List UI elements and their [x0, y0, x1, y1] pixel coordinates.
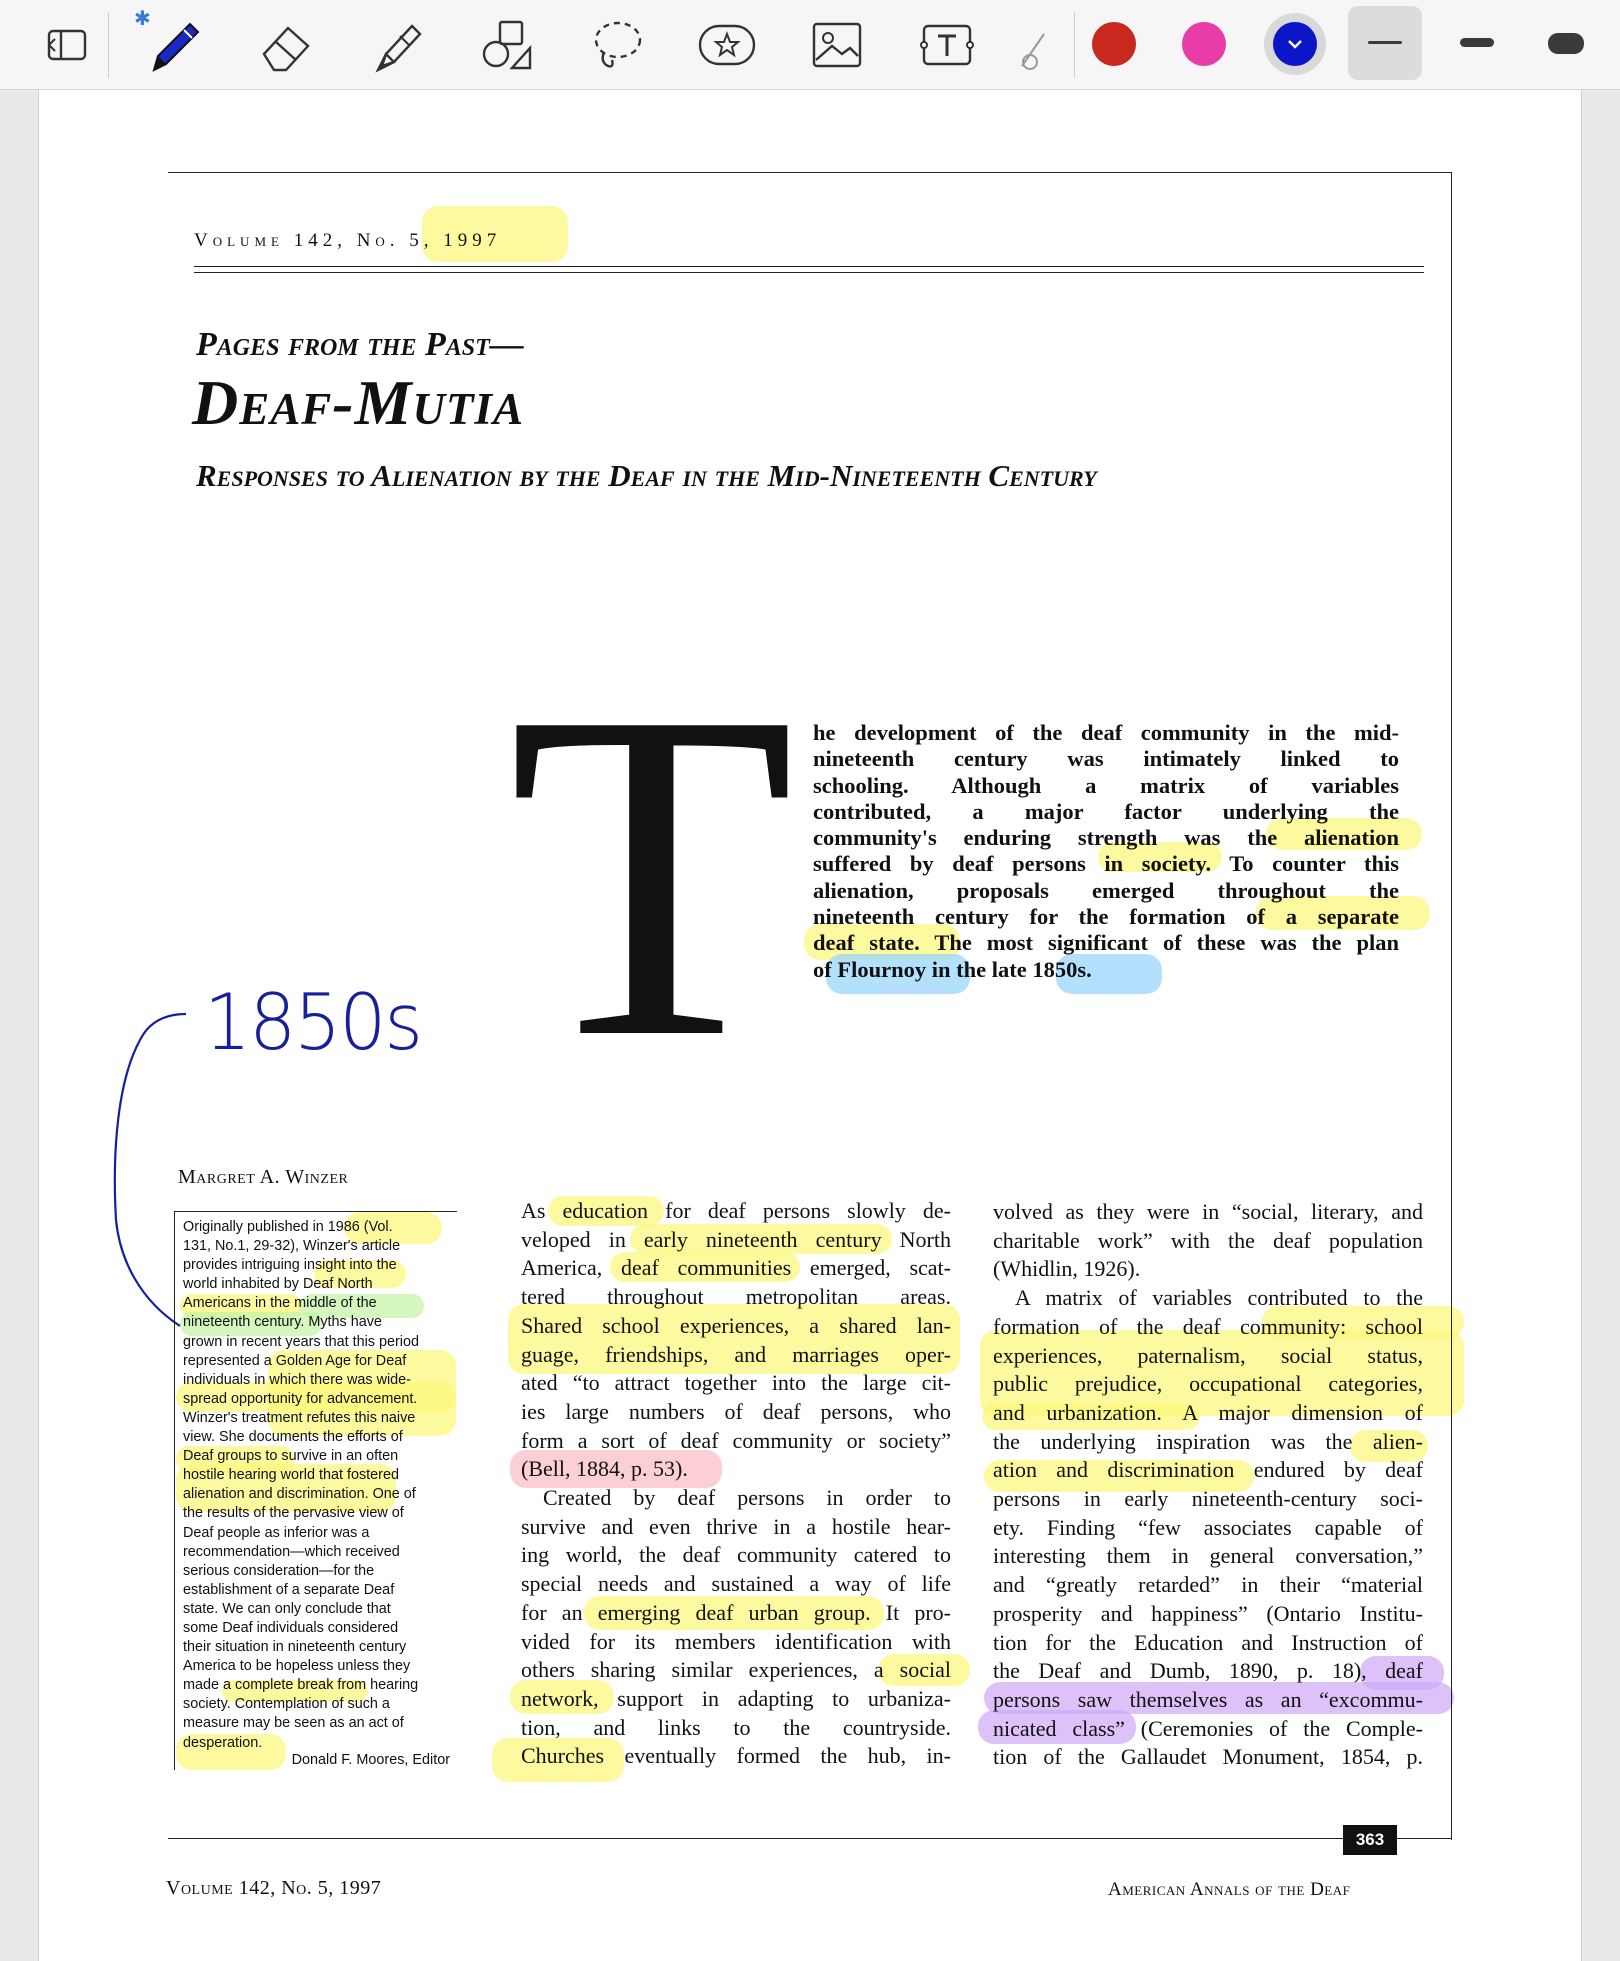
body-line: ated “to attract together into the large cit- — [521, 1370, 951, 1396]
bluetooth-icon: ✱ — [134, 6, 151, 30]
stroke-thin-icon — [1368, 41, 1402, 44]
body-line: ety. Finding “few associates capable of — [993, 1514, 1423, 1540]
abstract-line: Winzer's treatment refutes this naive — [183, 1409, 416, 1426]
chevron-down-icon — [1287, 39, 1303, 49]
lead-line: community's enduring strength was the alienation — [813, 825, 1399, 851]
body-line: interesting them in general conversation,” — [993, 1543, 1423, 1569]
author-name: Margret A. Winzer — [178, 1166, 349, 1188]
color-swatch-red[interactable] — [1092, 22, 1136, 66]
body-line: the underlying inspiration was the alien- — [993, 1428, 1423, 1454]
body-line: special needs and sustained a way of life — [521, 1571, 951, 1597]
abstract-line: spread opportunity for advancement. — [183, 1390, 418, 1407]
body-line: persons saw themselves as an “excommu- — [993, 1686, 1423, 1712]
page-frame-top — [168, 172, 1452, 173]
body-line: the Deaf and Dumb, 1890, p. 18), deaf — [993, 1658, 1423, 1684]
eraser-icon — [256, 14, 318, 76]
shapes-tool-button[interactable] — [474, 12, 540, 78]
abstract-line: Deaf groups to survive in an often — [183, 1448, 399, 1465]
page-frame-bottom — [168, 1838, 1452, 1839]
shapes-icon — [476, 14, 538, 76]
abstract-line: desperation. — [183, 1734, 263, 1751]
image-tool-button[interactable] — [804, 12, 870, 78]
body-line: ies large numbers of deaf persons, who — [521, 1398, 951, 1424]
footer-journal: American Annals of the Deaf — [1108, 1879, 1351, 1900]
toolbar-separator — [108, 12, 109, 78]
body-line: ing world, the deaf community catered to — [521, 1542, 951, 1568]
stroke-thick-icon — [1548, 33, 1584, 54]
body-line: and urbanization. A major dimension of — [993, 1399, 1423, 1425]
pen-tool-button[interactable] — [142, 12, 208, 78]
stroke-medium-button[interactable] — [1442, 18, 1512, 68]
body-line: A matrix of variables contributed to the — [993, 1285, 1423, 1311]
body-column-left — [521, 1197, 951, 1771]
page-frame-right — [1451, 172, 1452, 1840]
body-line: public prejudice, occupational categories, — [993, 1371, 1423, 1397]
sticker-tool-button[interactable] — [694, 12, 760, 78]
laser-pointer-button[interactable] — [1010, 12, 1058, 78]
abstract-line: serious consideration—for the — [183, 1562, 375, 1579]
lead-line: he development of the deaf community in the mid- — [813, 720, 1399, 745]
article-subtitle: Responses to Alienation by the Deaf in the Mid-Nineteenth Century — [196, 458, 1097, 493]
body-line: tered throughout metropolitan areas. — [521, 1284, 951, 1310]
stroke-medium-icon — [1460, 38, 1494, 47]
body-column-right — [993, 1198, 1423, 1772]
pen-icon — [144, 14, 206, 76]
body-line: America, deaf communities emerged, scat- — [521, 1255, 951, 1281]
body-line: Created by deaf persons in order to — [521, 1485, 951, 1511]
abstract-line: made a complete break from hearing — [183, 1677, 419, 1694]
abstract-line: their situation in nineteenth century — [183, 1639, 407, 1656]
article-kicker: Pages from the Past— — [196, 326, 524, 363]
abstract-line: recommendation—which received — [183, 1543, 400, 1560]
lead-line: alienation, proposals emerged throughout the — [813, 877, 1399, 903]
article-title: Deaf-Mutia — [192, 367, 524, 438]
text-box-tool-button[interactable] — [914, 12, 980, 78]
handwritten-note[interactable]: 1850s — [204, 977, 421, 1069]
volume-header: Volume 142, No. 5, 1997 — [194, 230, 502, 251]
body-line: Shared school experiences, a shared lan- — [521, 1312, 951, 1338]
abstract-line: society. Contemplation of such a — [183, 1696, 390, 1713]
image-icon — [806, 14, 868, 76]
abstract-signature: Donald F. Moores, Editor — [291, 1752, 450, 1768]
abstract-line: nineteenth century. Myths have — [183, 1314, 382, 1331]
color-swatch-blue[interactable] — [1273, 22, 1317, 66]
body-line: As education for deaf persons slowly de- — [521, 1198, 951, 1223]
eraser-tool-button[interactable] — [254, 12, 320, 78]
lead-line: deaf state. The most significant of these was the plan — [813, 930, 1399, 956]
highlighter-icon — [368, 14, 430, 76]
body-line: (Whidlin, 1926). — [993, 1256, 1141, 1282]
abstract-line: 131, No.1, 29-32), Winzer's article — [183, 1238, 401, 1255]
body-line: for an emerging deaf urban group. It pro- — [521, 1599, 951, 1625]
lead-line: contributed, a major factor underlying the — [813, 798, 1399, 824]
body-line: prosperity and happiness” (Ontario Institu- — [993, 1600, 1423, 1626]
drop-cap: T — [508, 614, 796, 1135]
footer-volume: Volume 142, No. 5, 1997 — [166, 1877, 382, 1899]
abstract-line: state. We can only conclude that — [183, 1600, 391, 1617]
annotation-toolbar — [0, 0, 1620, 90]
lead-paragraph — [813, 720, 1399, 983]
laser-pointer-icon — [1014, 14, 1054, 76]
body-line: Churches eventually formed the hub, in- — [521, 1743, 951, 1769]
text-box-icon — [916, 14, 978, 76]
abstract-line: some Deaf individuals considered — [183, 1619, 399, 1636]
abstract-line: represented a Golden Age for Deaf — [183, 1352, 407, 1369]
lasso-tool-button[interactable] — [584, 12, 650, 78]
body-line: guage, friendships, and marriages oper- — [521, 1341, 951, 1367]
body-line: nicated class” (Ceremonies of the Comple- — [993, 1715, 1423, 1741]
abstract-line: provides intriguing insight into the — [183, 1257, 397, 1274]
body-line: veloped in early nineteenth century North — [521, 1226, 951, 1252]
header-rule — [194, 266, 1424, 267]
sidebar-icon — [45, 25, 89, 65]
abstract-text — [183, 1218, 453, 1753]
stroke-thin-button[interactable] — [1348, 6, 1422, 80]
lead-line: suffered by deaf persons in society. To counter this — [813, 851, 1399, 877]
abstract-line: view. She documents the efforts of — [183, 1429, 403, 1446]
toolbar-separator — [1074, 12, 1075, 78]
body-line: and “greatly retarded” in their “material — [993, 1572, 1423, 1598]
abstract-line: Americans in the middle of the — [183, 1295, 377, 1312]
body-line: persons in early nineteenth-century soci- — [993, 1486, 1423, 1512]
abstract-line: individuals in which there was wide- — [183, 1371, 411, 1388]
stroke-thick-button[interactable] — [1530, 18, 1600, 68]
body-line: tion of the Gallaudet Monument, 1854, p. — [993, 1744, 1423, 1770]
lead-line: nineteenth century was intimately linked to — [813, 746, 1399, 772]
header-rule — [194, 272, 1424, 273]
body-line: formation of the deaf community: school — [993, 1313, 1423, 1339]
lasso-icon — [586, 14, 648, 76]
body-line: ation and discrimination endured by deaf — [993, 1457, 1423, 1483]
body-line: experiences, paternalism, social status, — [993, 1342, 1423, 1368]
body-line: survive and even thrive in a hostile hear- — [521, 1513, 951, 1539]
lead-line: of Flournoy in the late 1850s. — [813, 956, 1092, 982]
body-line: tion, and links to the countryside. — [521, 1714, 951, 1740]
abstract-line: alienation and discrimination. One of — [183, 1486, 416, 1503]
sidebar-toggle-button[interactable] — [34, 12, 100, 78]
body-line: (Bell, 1884, p. 53). — [521, 1456, 688, 1482]
body-line: charitable work” with the deaf population — [993, 1227, 1423, 1253]
lead-line: nineteenth century for the formation of a separate — [813, 904, 1399, 930]
abstract-line: grown in recent years that this period — [183, 1333, 419, 1350]
abstract-line: establishment of a separate Deaf — [183, 1581, 395, 1598]
page-number-badge: 363 — [1343, 1825, 1397, 1855]
abstract-line: Deaf people as inferior was a — [183, 1524, 370, 1541]
abstract-line: Originally published in 1986 (Vol. — [183, 1219, 393, 1235]
abstract-line: America to be hopeless unless they — [183, 1658, 411, 1675]
abstract-line: world inhabited by Deaf North — [183, 1276, 373, 1293]
body-line: others sharing similar experiences, a social — [521, 1657, 951, 1683]
lead-line: schooling. Although a matrix of variables — [813, 772, 1399, 798]
abstract-line: hostile hearing world that fostered — [183, 1467, 399, 1484]
body-line: vided for its members identification with — [521, 1628, 951, 1654]
abstract-line: measure may be seen as an act of — [183, 1715, 404, 1732]
body-line: form a sort of deaf community or society” — [521, 1427, 951, 1453]
body-line: tion for the Education and Instruction of — [993, 1629, 1423, 1655]
abstract-line: the results of the pervasive view of — [183, 1505, 404, 1522]
sticker-icon — [694, 14, 760, 76]
color-swatch-pink[interactable] — [1182, 22, 1226, 66]
body-line: volved as they were in “social, literary, and — [993, 1199, 1423, 1224]
highlighter-tool-button[interactable] — [366, 12, 432, 78]
body-line: network, support in adapting to urbaniza- — [521, 1685, 951, 1711]
